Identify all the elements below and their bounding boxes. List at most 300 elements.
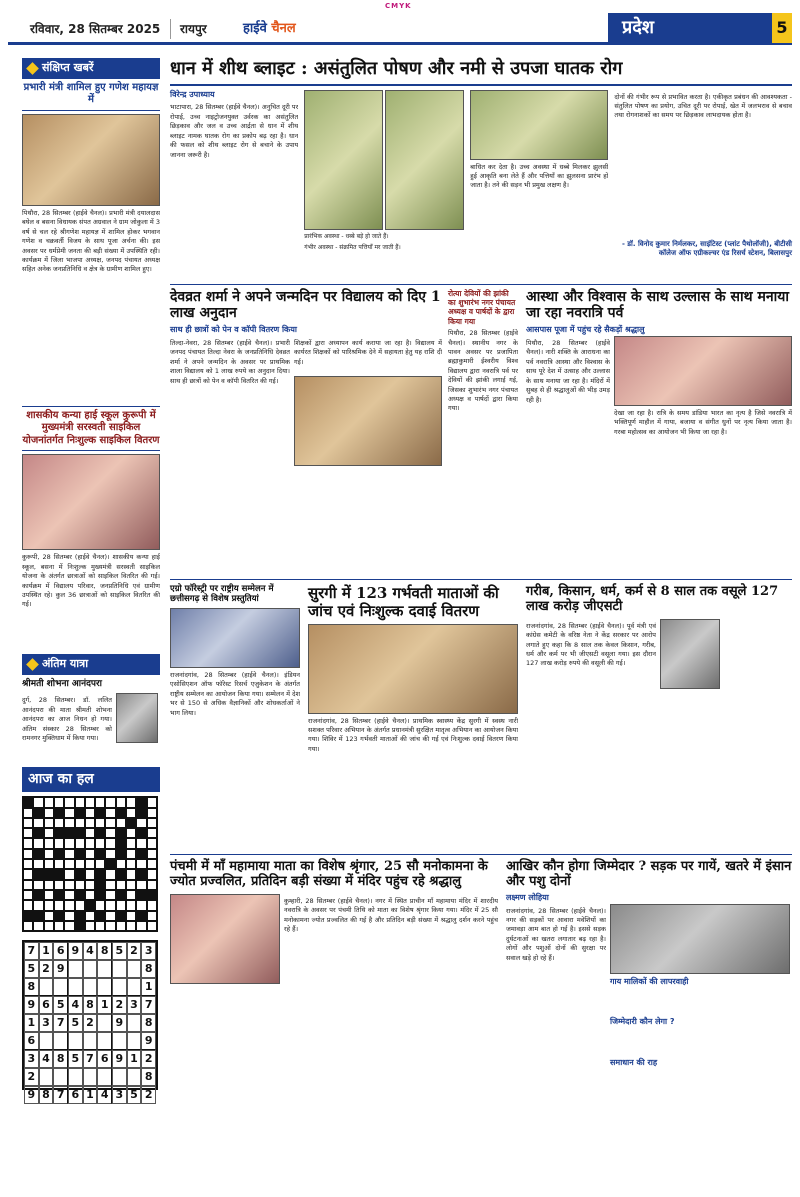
crossword-cell (44, 880, 54, 890)
crossword-title-text: आज का हल (28, 771, 94, 788)
sudoku-cell: 5 (112, 942, 127, 960)
crossword-grid (22, 796, 158, 932)
crossword-cell (64, 849, 74, 859)
crossword-cell (54, 818, 64, 828)
crossword-cell (44, 838, 54, 848)
crossword-cell (116, 818, 126, 828)
crossword-cell (44, 818, 54, 828)
sudoku-cell: 7 (24, 942, 39, 960)
obituary-text: दुर्ग, 28 सितम्बर। डॉ. ललित आनंदपरा की माता श्रीमती शोभना आनंदपरा का आज निधन हो गया। अंतिम संस्कार 28 सितम्बर को रामनगर मुक्तिधाम में किया गया। (22, 696, 112, 743)
sudoku-cell: 6 (68, 1086, 83, 1104)
sudoku-cell: 5 (127, 1086, 142, 1104)
sudoku-cell (68, 1032, 83, 1050)
sudoku-cell (68, 978, 83, 996)
crossword-cell (75, 859, 85, 869)
sudoku-cell: 1 (141, 978, 156, 996)
sudoku-cell: 6 (97, 1050, 112, 1068)
crossword-cell (126, 890, 136, 900)
crossword-cell (33, 890, 43, 900)
crossword-cell (85, 818, 95, 828)
crossword-cell (136, 880, 146, 890)
crossword-cell (147, 900, 157, 910)
sudoku-cell (97, 960, 112, 978)
crossword-cell (105, 818, 115, 828)
s7-side-head-2: जिम्मेदारी कौन लेगा ? (610, 1017, 675, 1027)
sudoku-cell: 9 (112, 1050, 127, 1068)
brief1-headline: प्रभारी मंत्री शामिल हुए गणेश महायज्ञ में (22, 79, 160, 111)
crossword-cell (126, 797, 136, 807)
sudoku-cell (39, 1032, 54, 1050)
crossword-cell (33, 900, 43, 910)
diamond-icon (26, 658, 39, 671)
crossword-cell (23, 849, 33, 859)
brief-news-title-text: संक्षिप्त खबरें (42, 61, 94, 74)
crossword-cell (136, 808, 146, 818)
crossword-cell (54, 828, 64, 838)
photo-caption-2: गंभीर अवस्था - संक्रमित पत्तियाँ मर जाती हैं। (304, 244, 401, 252)
sudoku-cell: 9 (53, 960, 68, 978)
crossword-cell (23, 797, 33, 807)
crossword-cell (54, 890, 64, 900)
crossword-cell (136, 900, 146, 910)
sudoku-cell: 2 (39, 960, 54, 978)
crossword-cell (105, 808, 115, 818)
crossword-cell (23, 880, 33, 890)
crossword-cell (116, 808, 126, 818)
crossword-cell (54, 838, 64, 848)
crossword-cell (64, 818, 74, 828)
crossword-cell (126, 859, 136, 869)
crossword-cell (33, 818, 43, 828)
crossword-cell (75, 921, 85, 931)
crossword-cell (116, 828, 126, 838)
top-headline: धान में शीथ ब्लाइट : असंतुलित पोषण और नमी से उपजा घातक रोग (170, 58, 792, 86)
sudoku-cell: 1 (39, 942, 54, 960)
crossword-cell (75, 838, 85, 848)
sudoku-cell: 6 (39, 996, 54, 1014)
sudoku-cell: 4 (39, 1050, 54, 1068)
crossword-cell (54, 900, 64, 910)
s7-side-head-1: गाय मालिकों की लापरवाही (610, 976, 689, 986)
crossword-cell (44, 869, 54, 879)
s7-text: राजनांदगांव, 28 सितम्बर (हाईवे चैनल)। नगर की सड़कों पर आवारा मवेशियों का जमावड़ा आम बात हो गई है। इससे सड़क दुर्घटनाओं का खतरा लगातार बढ़ रहा है। लोगों और पशुओं दोनों की सुरक्षा पर सवाल खड़े हो रहे हैं। (506, 906, 606, 962)
crossword-cell (64, 911, 74, 921)
sudoku-cell: 3 (127, 996, 142, 1014)
sudoku-cell (53, 1068, 68, 1086)
crossword-cell (136, 890, 146, 900)
crossword-cell (85, 880, 95, 890)
crossword-cell (33, 911, 43, 921)
crossword-cell (105, 849, 115, 859)
sudoku-cell (68, 1068, 83, 1086)
s2-text-2: शिक्षकों द्वारा अध्यापन कार्य कराया जा रहा है। विद्यालय में कार्यरत शिक्षकों को पारिश्रमिक देने में सहायता हेतु यह राशि दी गई। (294, 338, 442, 366)
s7-photo (610, 904, 790, 974)
sudoku-cell (83, 1068, 98, 1086)
sudoku-cell: 6 (24, 1032, 39, 1050)
crossword-cell (147, 797, 157, 807)
crossword-cell (136, 818, 146, 828)
sudoku-cell (83, 1032, 98, 1050)
s6-headline: पंचमी में माँ महामाया माता का विशेष श्रृंगार, 25 सौ मनोकामना के ज्योत प्रज्वलित, प्रतिदिन बड़ी संख्या में मंदिर पहुंच रहे श्रद्धालु (170, 858, 488, 890)
crossword-cell (64, 880, 74, 890)
crossword-cell (95, 849, 105, 859)
sudoku-cell (127, 1032, 142, 1050)
crossword-cell (44, 859, 54, 869)
crossword-cell (105, 869, 115, 879)
crossword-cell (23, 808, 33, 818)
s2-headline: देवव्रत शर्मा ने अपने जन्मदिन पर विद्यालय को दिए 1 लाख अनुदान (170, 288, 441, 322)
sudoku-cell: 8 (24, 978, 39, 996)
crossword-cell (105, 838, 115, 848)
sudoku-cell (127, 960, 142, 978)
sudoku-cell (68, 960, 83, 978)
crossword-cell (116, 880, 126, 890)
sudoku-cell: 5 (68, 1014, 83, 1032)
s5-text: राजनांदगांव, 28 सितम्बर (हाईवे चैनल)। पूर्व मंत्री एवं कांग्रेस कमेटी के वरिष्ठ नेता ने केंद्र सरकार पर आरोप लगाते हुए कहा कि 8 साल तक केवल किसान, गरीब, धर्म और कर्म पर भी जीएसटी वसूला गया। इस दौरान 127 लाख करोड़ रुपये की वसूली की गई। (526, 621, 656, 668)
sudoku-cell: 8 (141, 1014, 156, 1032)
sudoku-cell: 1 (97, 996, 112, 1014)
crossword-cell (33, 838, 43, 848)
brand-a: हाईवे (243, 21, 267, 36)
crossword-cell (23, 828, 33, 838)
sudoku-cell: 2 (112, 996, 127, 1014)
crossword-cell (64, 828, 74, 838)
sudoku-cell: 8 (83, 996, 98, 1014)
crossword-cell (75, 818, 85, 828)
rice-photo-1 (304, 90, 383, 230)
sudoku-cell (97, 1032, 112, 1050)
masthead (8, 13, 792, 45)
crossword-cell (105, 900, 115, 910)
s3-kicker: आसपास पूजा में पहुंच रहे सैकड़ों श्रद्धालु (526, 325, 645, 335)
crossword-cell (105, 890, 115, 900)
crossword-cell (64, 869, 74, 879)
sudoku-cell: 6 (53, 942, 68, 960)
sudoku-cell (39, 978, 54, 996)
top-text-2: बाधित कर देता है। उच्च अवस्था में धब्बे मिलकर झुलसी हुई आकृति बना लेते हैं और पत्तियाँ का झुलसना प्रारंभ हो जाता है। तने की सड़न भी प्रमुख लक्षण है। (470, 162, 609, 190)
crossword-cell (23, 890, 33, 900)
crossword-cell (54, 880, 64, 890)
crossword-cell (33, 808, 43, 818)
crossword-cell (85, 808, 95, 818)
crossword-cell (147, 818, 157, 828)
section-label: प्रदेश (608, 13, 776, 43)
crossword-cell (126, 828, 136, 838)
crossword-cell (147, 911, 157, 921)
crossword-cell (64, 838, 74, 848)
sudoku-cell (97, 1014, 112, 1032)
crossword-cell (44, 900, 54, 910)
main-content (170, 58, 792, 1159)
crossword-cell (136, 921, 146, 931)
crossword-cell (75, 869, 85, 879)
crossword-cell (54, 869, 64, 879)
author-signature: - डॉ. विनोद कुमार निर्मलकर, साइंटिस्ट (प्लांट पैथोलॉजी), बीटीसी कॉलेज ऑफ एग्रीकल्चर एंड रिसर्च स्टेशन, बिलासपुर (621, 239, 792, 258)
obituary-photo (116, 693, 158, 743)
sudoku-cell: 7 (53, 1014, 68, 1032)
crossword-cell (44, 921, 54, 931)
s4-photo (308, 624, 518, 714)
crossword-cell (105, 797, 115, 807)
brand-b: चैनल (271, 21, 296, 36)
crossword-cell (64, 797, 74, 807)
crossword-cell (147, 921, 157, 931)
crossword-cell (33, 921, 43, 931)
crossword-cell (95, 890, 105, 900)
s7-headline: आखिर कौन होगा जिम्मेदार ? सड़क पर गायें, खतरे में इंसान और पशु दोनों (506, 858, 792, 890)
sudoku-cell (83, 960, 98, 978)
crossword-cell (95, 818, 105, 828)
crossword-cell (116, 890, 126, 900)
sudoku-cell: 2 (83, 1014, 98, 1032)
crossword-cell (95, 838, 105, 848)
crossword-cell (147, 849, 157, 859)
crossword-cell (105, 880, 115, 890)
sudoku-cell: 9 (24, 1086, 39, 1104)
left-column (22, 58, 160, 1190)
diamond-icon (26, 62, 39, 75)
crossword-cell (126, 869, 136, 879)
brand-logo (243, 20, 296, 38)
sudoku-grid (22, 940, 158, 1102)
sudoku-cell: 9 (112, 1014, 127, 1032)
crossword-cell (33, 880, 43, 890)
crossword-cell (64, 921, 74, 931)
issue-date: रविवार, 28 सितम्बर 2025 (30, 22, 161, 36)
crossword-cell (136, 797, 146, 807)
sudoku-cell: 9 (24, 996, 39, 1014)
crossword-cell (147, 859, 157, 869)
crossword-cell (105, 911, 115, 921)
crossword-cell (75, 808, 85, 818)
crossword-cell (147, 880, 157, 890)
sudoku-cell (97, 978, 112, 996)
s4-box-text: राजनांदगांव, 28 सितम्बर (हाईवे चैनल)। इंडियन एसोसिएशन ऑफ फॉरेस्ट रिसर्च एजुकेशन के अंतर्गत राष्ट्रीय सम्मेलन का आयोजन किया गया। सम्मेलन में देश भर से 150 से अधिक वैज्ञानिकों और शोधकर्ताओं ने भाग लिया। (170, 670, 300, 717)
obituary-title-text: अंतिम यात्रा (42, 657, 89, 671)
brief2-photo (22, 454, 160, 550)
crossword-cell (85, 869, 95, 879)
crossword-cell (116, 911, 126, 921)
crossword-cell (147, 828, 157, 838)
sudoku-cell (97, 1068, 112, 1086)
crossword-cell (126, 849, 136, 859)
sudoku-cell: 7 (53, 1086, 68, 1104)
crossword-cell (33, 859, 43, 869)
sudoku-cell: 1 (127, 1050, 142, 1068)
crossword-cell (23, 900, 33, 910)
crossword-title (22, 767, 160, 792)
crossword-cell (147, 890, 157, 900)
crossword-cell (136, 911, 146, 921)
crossword-cell (95, 859, 105, 869)
crossword-cell (54, 849, 64, 859)
crossword-cell (44, 911, 54, 921)
edition-city: रायपुर (180, 22, 207, 36)
crossword-cell (116, 921, 126, 931)
s2-kicker: साथ ही छात्रों को पेन व कॉपी वितरण किया (170, 325, 297, 335)
crossword-cell (85, 859, 95, 869)
crossword-cell (147, 869, 157, 879)
crossword-cell (33, 849, 43, 859)
crossword-cell (75, 880, 85, 890)
top-byline: विरेन्द्र उपाध्याय (170, 89, 215, 99)
crossword-cell (85, 797, 95, 807)
rice-photo-3 (470, 90, 608, 160)
crossword-cell (54, 921, 64, 931)
brief-news-title (22, 58, 160, 79)
crossword-cell (95, 900, 105, 910)
sudoku-cell: 2 (127, 942, 142, 960)
crossword-cell (23, 838, 33, 848)
crossword-cell (136, 838, 146, 848)
sudoku-cell: 1 (83, 1086, 98, 1104)
crossword-cell (64, 890, 74, 900)
crossword-cell (75, 828, 85, 838)
crossword-cell (85, 828, 95, 838)
sudoku-cell: 8 (97, 942, 112, 960)
crossword-cell (75, 890, 85, 900)
sudoku-cell (112, 1032, 127, 1050)
crossword-cell (116, 838, 126, 848)
sudoku-cell (53, 978, 68, 996)
crossword-cell (136, 859, 146, 869)
crossword-cell (126, 911, 136, 921)
crossword-cell (75, 797, 85, 807)
sudoku-cell: 1 (24, 1014, 39, 1032)
s6-photo (170, 894, 280, 984)
sudoku-cell (83, 978, 98, 996)
crossword-cell (75, 900, 85, 910)
crossword-cell (85, 849, 95, 859)
crossword-cell (95, 921, 105, 931)
crossword-cell (105, 859, 115, 869)
brief1-text: पिथौरा, 28 सितम्बर (हाईवे चैनल)। प्रभारी मंत्री दयालदास बघेल व बसना विधायक संपत अग्रवाल ने ग्राम जोकुला में 3 वर्ष से चल रहे श्रीगणेश महायज्ञ में शामिल होकर भगवान गणेश व चक्रवर्ती विजय के साथ पूजा अर्चना की। इस अवसर पर धर्मप्रेमी जनता की बड़ी संख्या में उपस्थिति रही। कार्यक्रम में जिला भाजपा अध्यक्ष, जनपद पंचायत अध्यक्ष सहित अनेक जनप्रतिनिधि व क्षेत्र के ग्रामीण शामिल हुए। (22, 208, 160, 274)
crossword-cell (33, 869, 43, 879)
s5-photo (660, 619, 720, 689)
crossword-cell (136, 849, 146, 859)
crossword-cell (44, 849, 54, 859)
obituary-name: श्रीमती शोभना आनंदपरा (22, 679, 103, 690)
page-number: 5 (772, 13, 792, 43)
sudoku-cell: 3 (24, 1050, 39, 1068)
photo-caption-1: प्रारंभिक अवस्था - धब्बे बड़े हो जाते हैं। (304, 232, 389, 240)
sudoku-cell (127, 1068, 142, 1086)
crossword-cell (136, 869, 146, 879)
s3-headline: आस्था और विश्वास के साथ उल्लास के साथ मनाया जा रहा नवरात्रि पर्व (526, 288, 789, 322)
crossword-cell (95, 869, 105, 879)
crossword-cell (23, 921, 33, 931)
s7-side-head-3: समाधान की राह (610, 1058, 658, 1068)
crossword-cell (85, 900, 95, 910)
crossword-cell (54, 808, 64, 818)
brief2-headline: शासकीय कन्या हाई स्कूल कुरूपी में मुख्यमंत्री सरस्वती साइकिल योजनांतर्गत निःशुल्क साइकिल वितरण (22, 406, 160, 452)
sudoku-cell: 8 (39, 1086, 54, 1104)
s2-text-1: तिल्दा-नेवरा, 28 सितम्बर (हाईवे चैनल)। प्रभारी जनपद पंचायत तिल्दा नेवरा के जनप्रतिनिधि देवव्रत शर्मा ने अपने जन्मदिन के अवसर पर प्राथमिक शाला विद्यालय को 1 लाख रुपये का अनुदान दिया। साथ ही छात्रों को पेन व कॉपी वितरित की गई। (170, 338, 290, 385)
sudoku-cell: 2 (141, 1050, 156, 1068)
crossword-cell (33, 828, 43, 838)
crossword-cell (85, 911, 95, 921)
sudoku-cell: 3 (39, 1014, 54, 1032)
crossword-cell (44, 808, 54, 818)
sudoku-cell: 5 (24, 960, 39, 978)
brief2-text: कुरूपी, 28 सितम्बर (हाईवे चैनल)। शासकीय कन्या हाई स्कूल, बसना में निःशुल्क मुख्यमंत्री सरस्वती साइकिल योजना के अंतर्गत छात्राओं को साइकिल वितरित की गई। कार्यक्रम में विद्यालय परिवार, जनप्रतिनिधि एवं ग्रामीण उपस्थित रहे। कुल 36 छात्राओं को साइकिल वितरित की गई। (22, 553, 160, 609)
crossword-cell (64, 808, 74, 818)
crossword-cell (23, 859, 33, 869)
s5-headline: गरीब, किसान, धर्म, कर्म से 8 साल तक वसूले 127 लाख करोड़ जीएसटी (526, 583, 779, 615)
crossword-cell (23, 911, 33, 921)
crossword-cell (85, 890, 95, 900)
sudoku-cell: 9 (141, 1032, 156, 1050)
crossword-cell (64, 900, 74, 910)
s3-text-2: देखा जा रहा है। रात्रि के समय डांडिया भारत का नृत्य है जिसे नवरात्रि में भक्तिपूर्ण माहौल में गाया, बजाया व संगीत धुनों पर नृत्य किया जाता है। गरबा महोत्सव का आयोजन भी किया जा रहा है। (614, 408, 792, 436)
s4-box-headline: एग्रो फॉरेस्ट्री पर राष्ट्रीय सम्मेलन में छत्तीसगढ़ से विशेष प्रस्तुतियां (170, 583, 274, 605)
s4-headline: सुरगी में 123 गर्भवती माताओं की जांच एवं निःशुल्क दवाई वितरण (308, 583, 499, 620)
s7-byline: लक्ष्मण लोहिया (506, 892, 549, 902)
sudoku-cell (127, 978, 142, 996)
crossword-cell (85, 838, 95, 848)
crossword-cell (85, 921, 95, 931)
crossword-cell (126, 808, 136, 818)
sudoku-cell (127, 1014, 142, 1032)
sudoku-cell: 4 (68, 996, 83, 1014)
sudoku-cell: 5 (68, 1050, 83, 1068)
sudoku-cell: 3 (112, 1086, 127, 1104)
crossword-cell (64, 859, 74, 869)
crossword-cell (95, 911, 105, 921)
sudoku-cell: 7 (141, 996, 156, 1014)
print-registration-mark: CMYK (385, 2, 412, 10)
sudoku-cell (112, 960, 127, 978)
crossword-cell (116, 797, 126, 807)
crossword-cell (126, 900, 136, 910)
crossword-cell (95, 808, 105, 818)
top-text-1: भाटापारा, 28 सितम्बर (हाईवे चैनल)। अनुचित दूरी पर रोपाई, उच्च नाइट्रोजनयुक्त उर्वरक का असंतुलित छिड़काव और जल व उच्च आर्द्रता से धान में शीथ ब्लाइट नामक घातक रोग का प्रकोप बढ़ रहा है। धान की फसल को शीथ ब्लाइट रोग से बचाने के उपाय जानना जरूरी है। (170, 103, 299, 159)
sudoku-cell: 4 (97, 1086, 112, 1104)
s4-text: राजनांदगांव, 28 सितम्बर (हाईवे चैनल)। प्राथमिक स्वास्थ्य केंद्र सुरगी में स्वस्थ नारी सशक्त परिवार अभियान के अंतर्गत प्रधानमंत्री सुरक्षित मातृत्व अभियान का आयोजन किया गया। शिविर में 123 गर्भवती माताओं की जांच की गई एवं निःशुल्क दवाई वितरण किया गया। (308, 716, 518, 753)
crossword-cell (54, 797, 64, 807)
s3-photo (614, 336, 792, 406)
crossword-cell (105, 828, 115, 838)
crossword-cell (54, 911, 64, 921)
crossword-cell (116, 859, 126, 869)
crossword-cell (44, 797, 54, 807)
sudoku-cell: 3 (141, 942, 156, 960)
crossword-cell (54, 859, 64, 869)
crossword-cell (75, 849, 85, 859)
top-text-3: दोनों की गंभीर रूप से प्रभावित करता है। एकीकृत प्रबंधन की आवश्यकता - संतुलित पोषण का प्रयोग, उचित दूरी पर रोपाई, खेत में जलभराव से बचाव तथा रोगनाशकों का समय पर छिड़काव लाभदायक होता है। (614, 92, 792, 120)
sudoku-cell (112, 1068, 127, 1086)
crossword-cell (23, 818, 33, 828)
s2-side-headline: रोत्या देवियों की झांकी का शुभारंभ नगर पंचायत अध्यक्ष व पार्षदों के द्वारा किया गया (448, 288, 516, 326)
crossword-cell (147, 808, 157, 818)
sudoku-cell (53, 1032, 68, 1050)
s2-photo (294, 376, 442, 466)
sudoku-cell: 8 (141, 1068, 156, 1086)
crossword-cell (136, 828, 146, 838)
crossword-cell (105, 921, 115, 931)
crossword-cell (126, 880, 136, 890)
crossword-cell (23, 869, 33, 879)
sudoku-cell: 2 (24, 1068, 39, 1086)
sudoku-cell: 8 (53, 1050, 68, 1068)
sudoku-cell: 2 (141, 1086, 156, 1104)
sudoku-cell (112, 978, 127, 996)
crossword-cell (116, 900, 126, 910)
s4-box-photo (170, 608, 300, 668)
crossword-cell (126, 921, 136, 931)
crossword-cell (33, 797, 43, 807)
sudoku-cell: 5 (53, 996, 68, 1014)
